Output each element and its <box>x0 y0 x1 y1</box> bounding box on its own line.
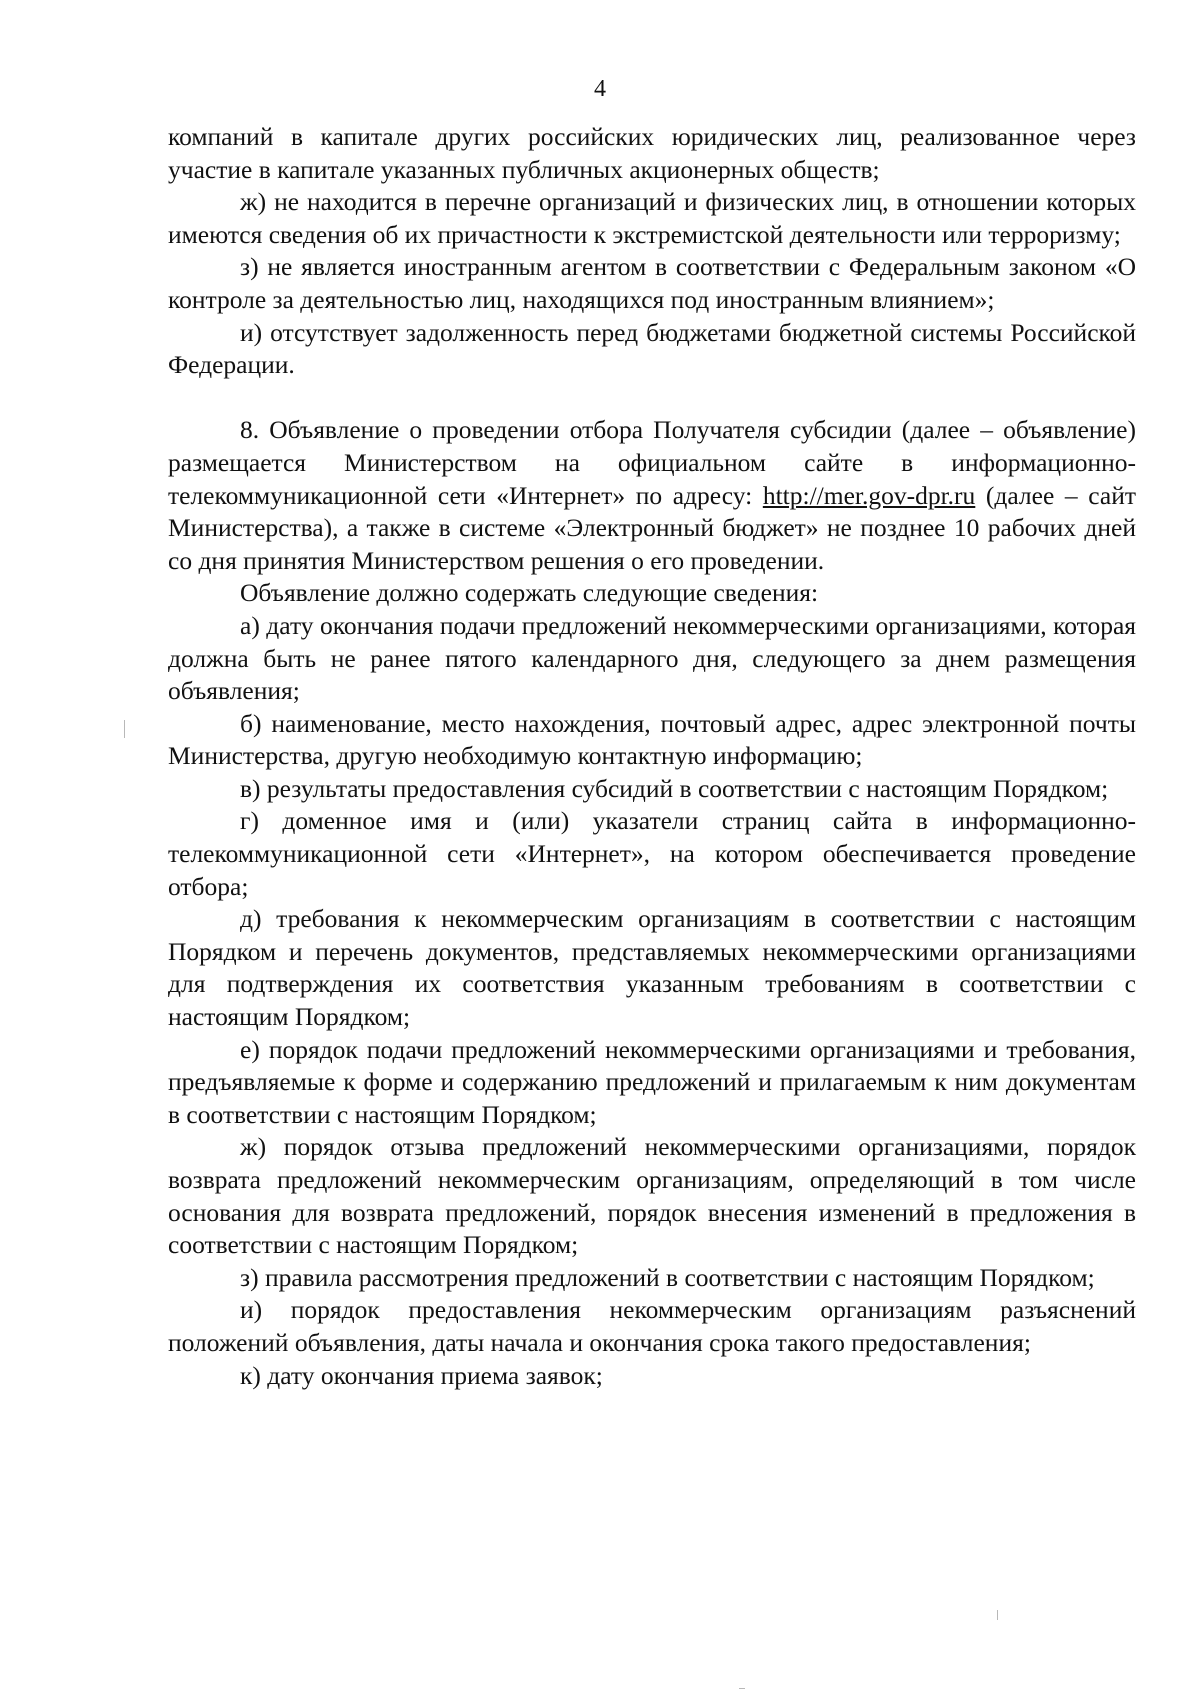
scan-artifact-bottom <box>739 1688 745 1689</box>
paragraph-item-a: а) дату окончания подачи предложений некоммерческими организациями, которая должна быть не ранее пятого календарного дня, следующего за днем размещения объявления; <box>168 610 1136 706</box>
scan-artifact-bottom-right <box>997 1610 998 1620</box>
scan-artifact-left <box>124 720 125 738</box>
paragraph-item-b: б) наименование, место нахождения, почтовый адрес, адрес электронной почты Министерства, другую необходимую контактную информацию; <box>168 708 1136 771</box>
paragraph-item-g: г) доменное имя и (или) указатели страниц сайта в информационно-телекоммуникационной сети «Интернет», на котором обеспечивается проведение отбора; <box>168 806 1136 901</box>
paragraph-item-d: д) требования к некоммерческим организациям в соответствии с настоящим Порядком и перечень документов, представляемых некоммерческими организациями для подтверждения их соответствия указанным требованиям в соответствии с настоящим Порядком; <box>168 904 1136 1032</box>
ministry-website-link[interactable]: http://mer.gov-dpr.ru <box>762 480 976 510</box>
section-8-text-start: 8. Объявление о проведении отбора Получателя субсидии (далее – объявление) размещается Министерством на официальном сайте в информационно-телекоммуникационной сети «Интернет» по адресу: <box>168 415 1136 510</box>
page-number: 4 <box>594 76 606 102</box>
paragraph-item-z-2: з) правила рассмотрения предложений в соответствии с настоящим Порядком; <box>240 1262 1095 1292</box>
paragraph-section-8 <box>168 414 1136 577</box>
paragraph-item-v: в) результаты предоставления субсидий в соответствии с настоящим Порядком; <box>240 773 1109 803</box>
paragraph-item-zh: ж) не находится в перечне организаций и физических лиц, в отношении которых имеются сведения об их причастности к экстремистской деятельности или терроризму; <box>168 187 1136 249</box>
paragraph-continuation: компаний в капитале других российских юридических лиц, реализованное через участие в капитале указанных публичных акционерных обществ; <box>168 122 1136 184</box>
paragraph-item-e: е) порядок подачи предложений некоммерческими организациями и требования, предъявляемые к форме и содержанию предложений и прилагаемым к ним документам в соответствии с настоящим Порядком; <box>168 1034 1136 1129</box>
section-8-text-end: (далее – сайт Министерства), а также в системе «Электронный бюджет» не позднее 10 рабочих дней со дня принятия Министерством решения о его проведении. <box>168 480 1136 575</box>
document-body <box>168 121 1136 1392</box>
paragraph-item-i-2: и) порядок предоставления некоммерческим организациям разъяснений положений объявления, даты начала и окончания срока такого предоставления; <box>168 1295 1136 1357</box>
paragraph-item-k: к) дату окончания приема заявок; <box>240 1360 603 1390</box>
paragraph-item-z: з) не является иностранным агентом в соответствии с Федеральным законом «О контроле за деятельностью лиц, находящихся под иностранным влиянием»; <box>168 252 1136 314</box>
paragraph-item-zh-2: ж) порядок отзыва предложений некоммерческими организациями, порядок возврата предложений некоммерческим организациям, определяющий в том числе основания для возврата предложений, порядок внесения изменений в предложения в соответствии с настоящим Порядком; <box>168 1132 1136 1260</box>
paragraph-announcement-intro: Объявление должно содержать следующие сведения: <box>240 578 819 608</box>
paragraph-item-i: и) отсутствует задолженность перед бюджетами бюджетной системы Российской Федерации. <box>168 317 1136 380</box>
